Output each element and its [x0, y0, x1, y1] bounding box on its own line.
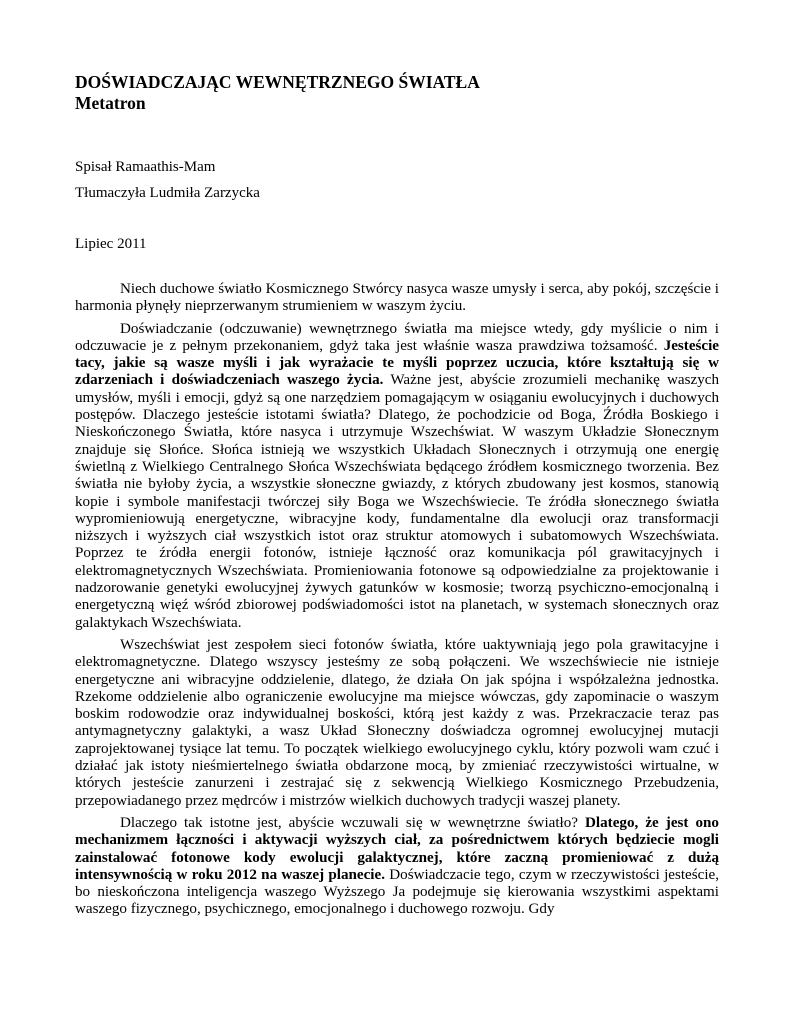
author-line: Spisał Ramaathis-Mam	[75, 159, 216, 175]
paragraph	[75, 321, 719, 632]
document-title: DOŚWIADCZAJĄC WEWNĘTRZNEGO ŚWIATŁA	[75, 72, 480, 92]
document-subtitle: Metatron	[75, 93, 146, 113]
emphasized-text: Dlatego, że jest ono mechanizmem łączności i aktywacji wyższych ciał, za pośrednictwem których będziecie mogli zainstalować fotonowe kody ewolucji galaktycznej, które zaczną promieniować z dużą intensywnością w roku 2012 na waszej planecie.	[75, 814, 719, 883]
body-text	[75, 281, 719, 919]
paragraph-text: Doświadczacie tego, czym w rzeczywistości jesteście, bo nieskończona inteligencja waszego Wyższego Ja podejmuje się kierowania wszystkimi aspektami waszego fizycznego, psychicznego, emocjonalnego i duchowego rozwoju. Gdy	[75, 866, 719, 918]
emphasized-text: Jesteście tacy, jakie są wasze myśli i jak wyrażacie te myśli poprzez uczucia, które kształtują się w zdarzeniach i doświadczeniach waszego życia.	[75, 337, 719, 389]
paragraph	[75, 281, 719, 316]
translator-line: Tłumaczyła Ludmiła Zarzycka	[75, 185, 260, 201]
paragraph-text: Dlaczego tak istotne jest, abyście wczuwali się w wewnętrzne światło?	[120, 814, 586, 831]
paragraph-text: Doświadczanie (odczuwanie) wewnętrznego światła ma miejsce wtedy, gdy myślicie o nim i odczuwacie je z pełnym przekonaniem, gdyż taka jest właśnie wasza prawdziwa tożsamość.	[75, 320, 719, 354]
paragraph-text: Ważne jest, abyście zrozumieli mechanikę waszych umysłów, myśli i emocji, gdyż są one narzędziem pomagającym w osiąganiu ewolucyjnych i duchowych postępów. Dlaczego jesteście istotami światła? Dlatego, że pochodzicie od Boga, Źródła Boskiego i Nieskończonego Światła, które nasyca i utrzymuje Wszechświat. W waszym Układzie Słonecznym znajduje się Słońce. Słońca istnieją we wszystkich Układach Słonecznych i otrzymują one energię świetlną z Wielkiego Centralnego Słońca Wszechświata będącego źródłem kosmicznego tworzenia. Bez światła nie byłoby życia, a wszystkie słoneczne gwiazdy, z których zbudowany jest kosmos, stanowią kopie i symbole manifestacji twórczej siły Boga we Wszechświecie. Te źródła słonecznego światła wypromieniowują energetyczne, wibracyjne kody, fundamentalne dla ewolucji oraz transformacji niższych i wyższych ciał wszystkich istot oraz struktur atomowych i subatomowych Wszechświata. Poprzez te źródła energii fotonów, istnieje łączność oraz komunikacja pól grawitacyjnych i elektromagnetycznych Wszechświata. Promieniowania fotonowe są odpowiedzialne za projektowanie i nadzorowanie genetyki ewolucyjnej żywych gatunków w kosmosie; tworzą psychiczno-emocjonalną i energetyczną więź wśród zbiorowej podświadomości istot na planetach, w systemach słonecznych oraz galaktykach Wszechświata.	[75, 372, 719, 631]
paragraph-text: Wszechświat jest zespołem sieci fotonów światła, które uaktywniają jego pola grawitacyjne i elektromagnetyczne. Dlatego wszyscy jesteśmy ze sobą połączeni. We wszechświecie nie istnieje energetyczne ani wibracyjne oddzielenie, dlatego, że działa On jak spójna i współzależna jednostka. Rzekome oddzielenie albo ograniczenie ewolucyjne ma miejsce wówczas, gdy zapominacie o waszym boskim rodowodzie oraz indywidualnej boskości, którą jest każdy z was. Przekraczacie teraz pas antymagnetyczny galaktyki, a wasz Układ Słoneczny doświadcza ogromnej ewolucyjnej mutacji zaprojektowanej tysiące lat temu. To początek wielkiego ewolucyjnego cyklu, który pozwoli wam czuć i działać jak istoty nieśmiertelnego światła obdarzone mocą, by zmieniać rzeczywistości wirtualne, w których jesteście zanurzeni i zestrajać się z sekwencją Wielkiego Kosmicznego Przebudzenia, przepowiadanego przez mędrców i mistrzów wielkich duchowych tradycji waszej planety.	[75, 636, 719, 809]
paragraph	[75, 815, 719, 919]
paragraph	[75, 637, 719, 810]
paragraph-text: Niech duchowe światło Kosmicznego Stwórcy nasyca wasze umysły i serca, aby pokój, szczęście i harmonia płynęły nieprzerwanym strumieniem w waszym życiu.	[75, 281, 719, 315]
document-page	[75, 72, 719, 924]
date-line: Lipiec 2011	[75, 236, 147, 252]
